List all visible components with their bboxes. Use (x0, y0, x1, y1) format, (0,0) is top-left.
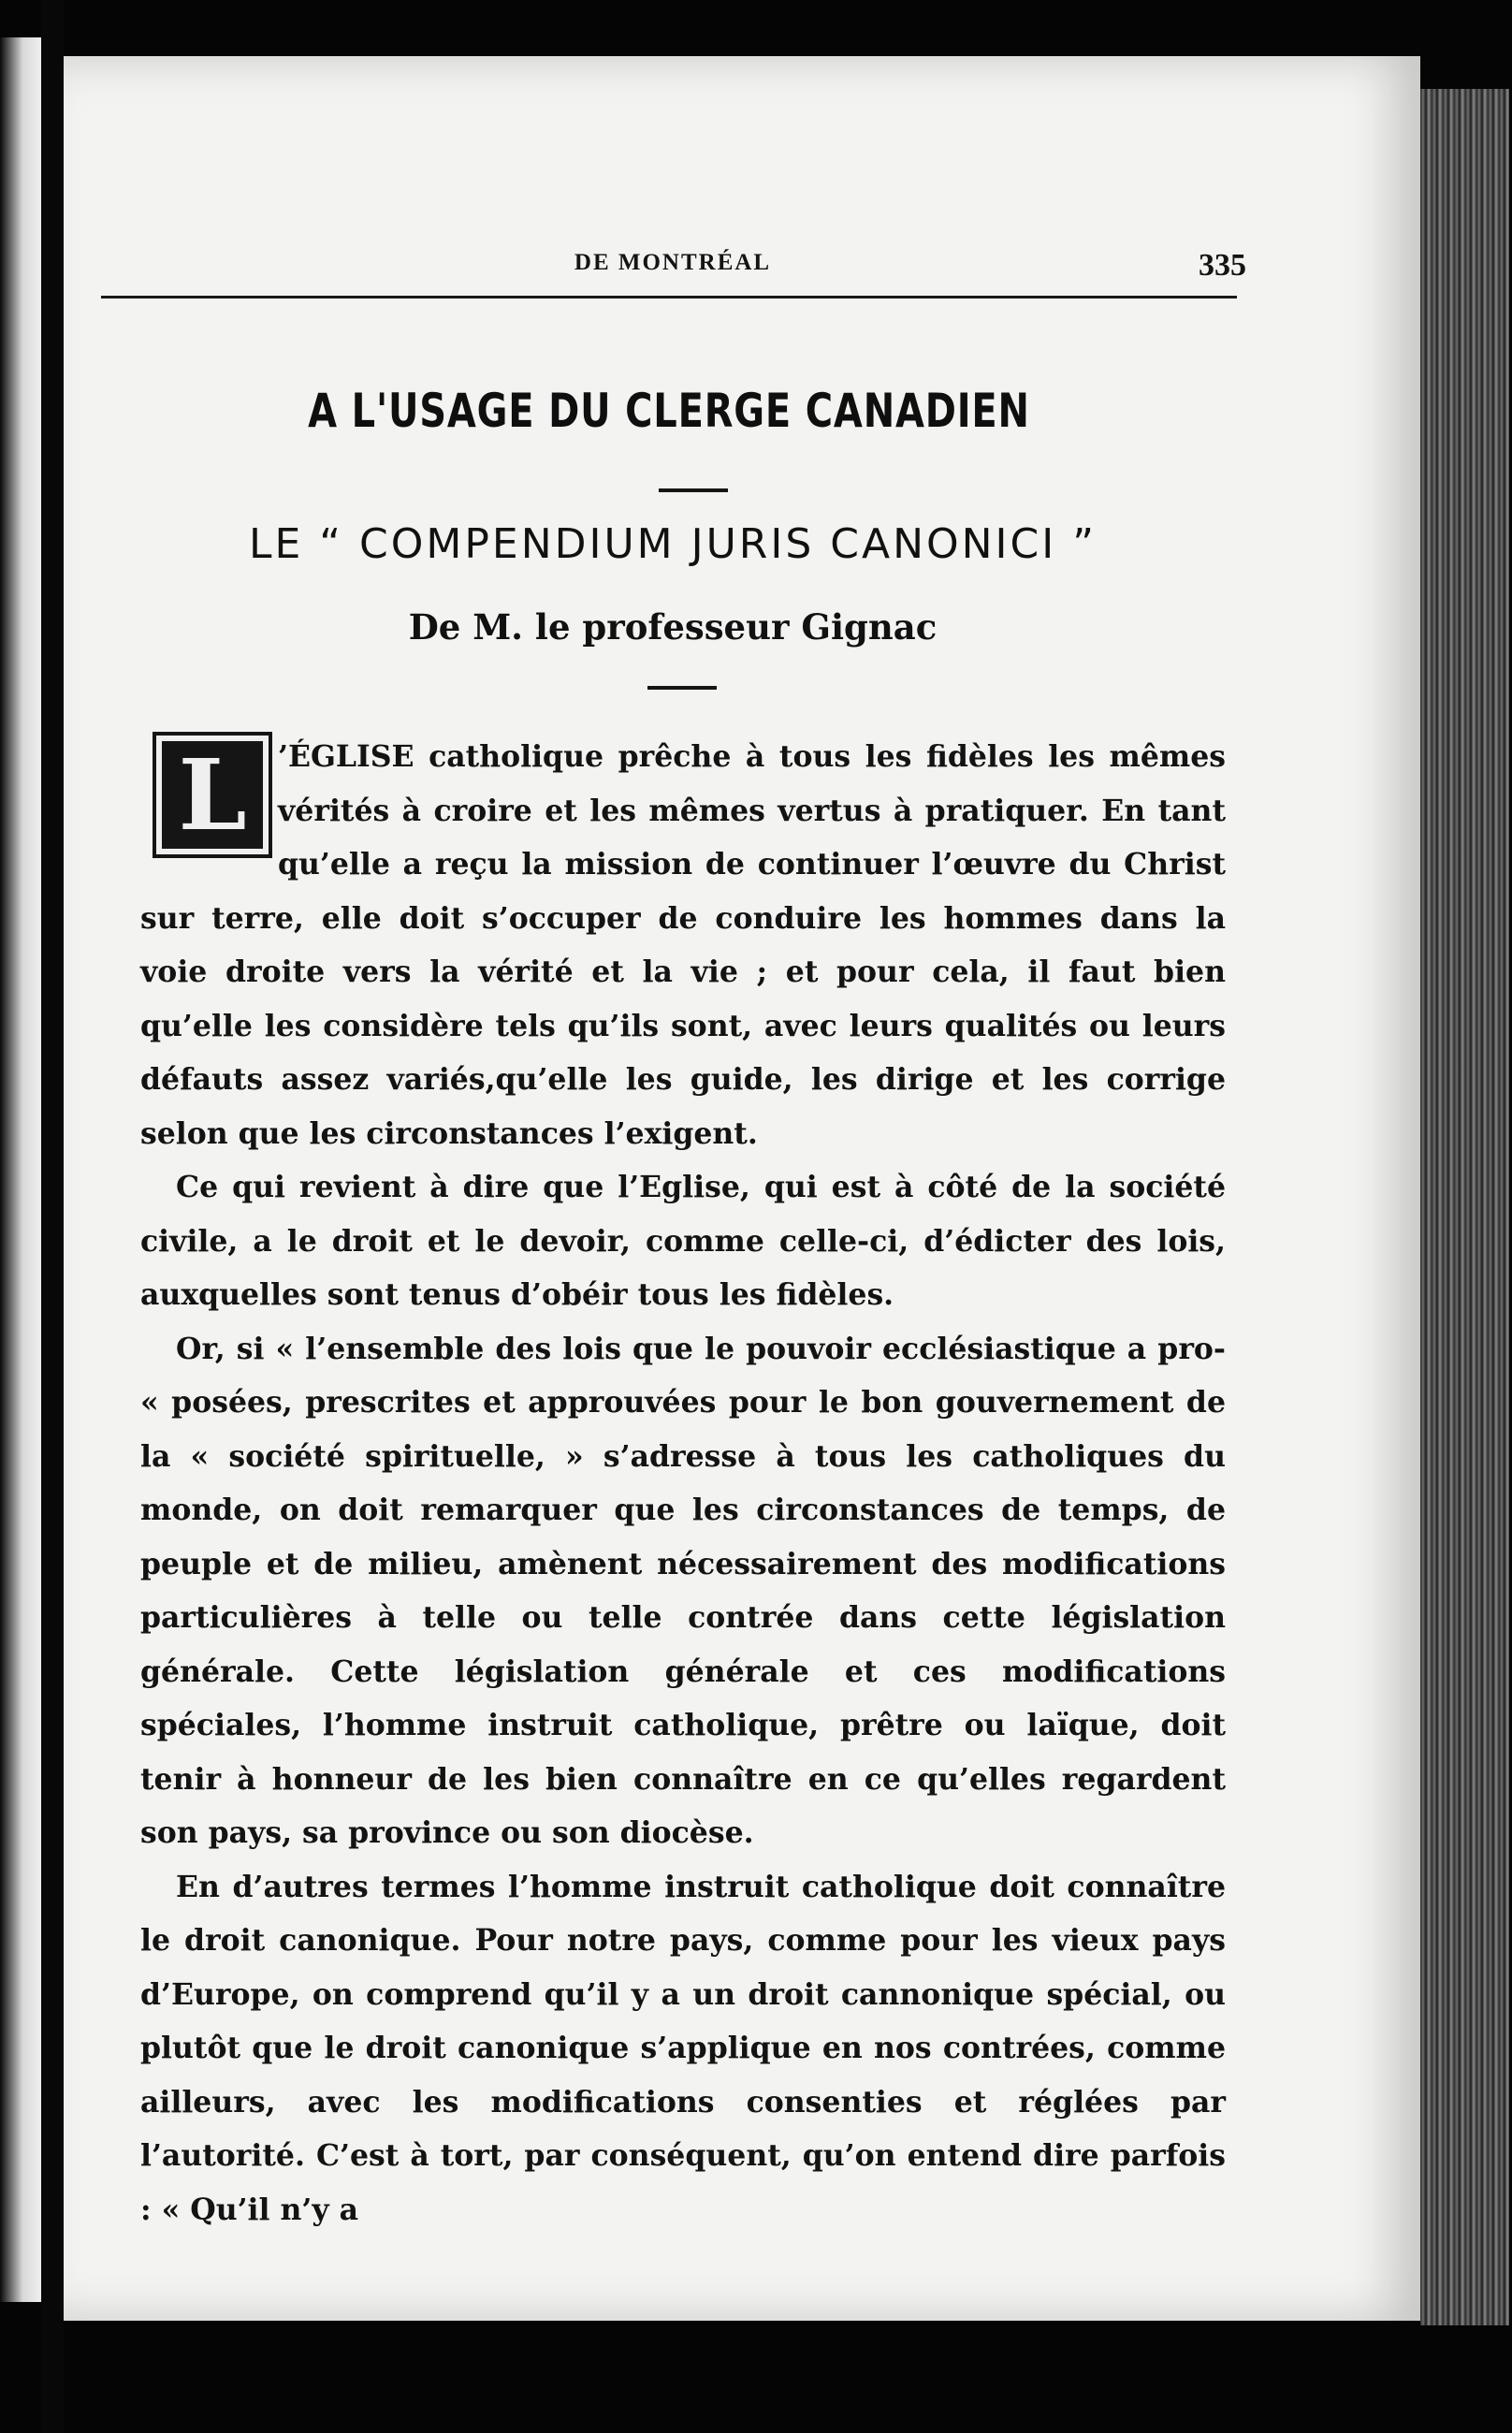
ornamental-dropcap-initial: L (153, 732, 272, 858)
article-body (140, 730, 1226, 2236)
article-byline: De M. le professeur Gignac (408, 606, 938, 648)
running-title: DE MONTRÉAL (574, 250, 772, 275)
article-title: LE “ COMPENDIUM JURIS CANONICI ” (248, 520, 1098, 568)
page-stack-edges (1420, 89, 1509, 2325)
paragraph: Or, si « l’ensemble des lois que le pouvoir ecclésiastique a pro- « posées, prescrites et approuvées pour le bon gouvernement de la « société spirituelle, » s’adresse à tous les catholiques du monde, on doit remarquer que les circonstances de temps, de peuple et de milieu, amènent nécessairement des modifications particulières à telle ou telle contrée dans cette législation générale. Cette législation générale et ces modifications spéciales, l’homme instruit catholique, prêtre ou laïque, doit tenir à honneur de les bien connaître en ce qu’elles regardent son pays, sa province ou son diocèse. (140, 1331, 1226, 1850)
book-gutter (41, 0, 64, 2433)
paragraph: ’ÉGLISE catholique prêche à tous les fidèles les mêmes vérités à croire et les mêmes vertus à pratiquer. En tant qu’elle a reçu la mission de continuer l’œuvre du Christ sur terre, elle doit s’occuper de conduire les hommes dans la voie droite vers la vérité et la vie ; et pour cela, il faut bien qu’elle les considère tels qu’ils sont, avec leurs qualités ou leurs défauts assez variés,qu’elle les guide, les dirige et les corrige selon que les circonstances l’exigent. (140, 739, 1226, 1151)
ornament-rule (647, 686, 717, 690)
running-head (101, 182, 1246, 283)
left-page-edge (0, 37, 41, 2302)
paragraph: En d’autres termes l’homme instruit catholique doit connaître le droit canonique. Pour notre pays, comme pour les vieux pays d’Europe, on comprend qu’il y a un droit cannonique spécial, ou plutôt que le droit canonique s’applique en nos contrées, comme ailleurs, avec les modifications consenties et réglées par l’autorité. C’est à tort, par conséquent, qu’on entend dire parfois : « Qu’il n’y a (140, 1869, 1226, 2227)
header-rule (101, 296, 1237, 299)
section-headline: A L'USAGE DU CLERGE CANADIEN (308, 384, 1030, 438)
page-number: 335 (1199, 248, 1246, 283)
paragraph: Ce qui revient à dire que l’Eglise, qui est à côté de la société civile, a le droit et le devoir, comme celle-ci, d’édicter des lois, auxquelles sont tenus d’obéir tous les fidèles. (140, 1170, 1226, 1312)
ornament-rule (659, 488, 728, 492)
dropcap-spacer (140, 730, 278, 880)
